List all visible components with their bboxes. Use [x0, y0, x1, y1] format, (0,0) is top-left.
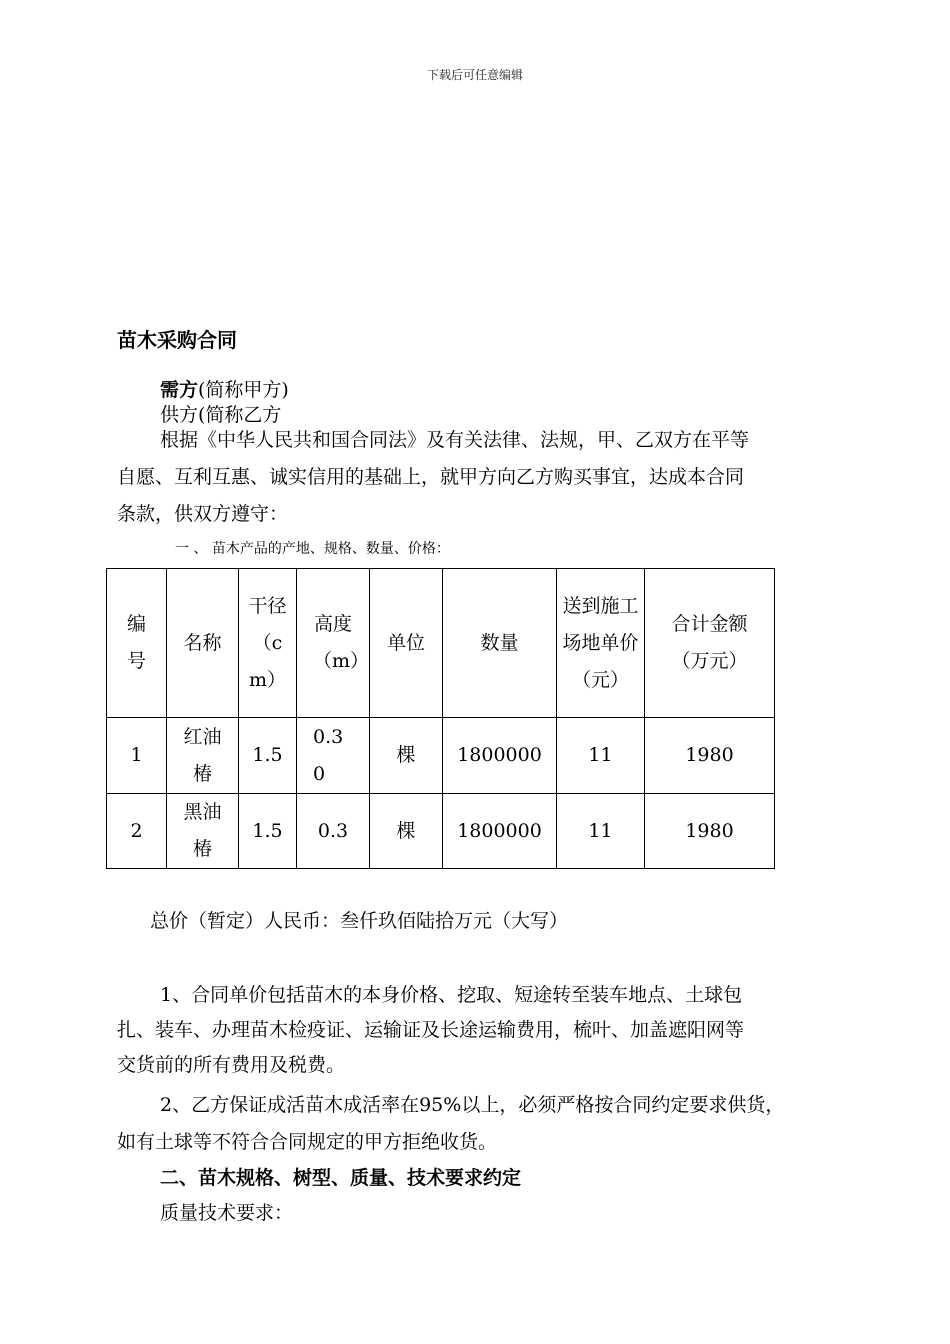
clause-2-line-2: 如有土球等不符合合同规定的甲方拒绝收货。 — [117, 1131, 498, 1153]
buyer-line — [160, 375, 289, 402]
table-header-row — [107, 569, 775, 718]
row2-id: 2 — [130, 819, 143, 842]
section-2-heading: 二、苗木规格、树型、质量、技术要求约定 — [160, 1167, 522, 1189]
intro-line-3: 条款，供双方遵守： — [117, 503, 289, 525]
header-height: 高度（m） — [313, 613, 370, 672]
row1-unit: 棵 — [396, 744, 416, 766]
clause-2-line-1: 2、乙方保证成活苗木成活率在95%以上，必须严格按合同约定要求供货， — [160, 1094, 785, 1116]
row2-total: 1980 — [685, 819, 734, 842]
row2-name: 黑油椿 — [183, 801, 222, 860]
row2-height: 0.3 — [317, 819, 349, 842]
buyer-note: (简称甲方) — [198, 379, 289, 401]
header-diameter: 干径（cm） — [248, 594, 287, 691]
page-header: 下载后可任意编辑 — [426, 68, 523, 82]
section-1-heading: 一 、 苗木产品的产地、规格、数量、价格： — [175, 541, 450, 557]
header-quantity: 数量 — [480, 631, 519, 654]
buyer-label: 需方 — [160, 379, 199, 401]
row2-unit: 棵 — [396, 819, 416, 842]
row1-diameter: 1.5 — [252, 744, 283, 766]
product-table — [106, 568, 775, 869]
clause-1-line-1: 1、合同单价包括苗木的本身价格、挖取、短途转至装车地点、土球包 — [160, 984, 743, 1006]
row2-diameter: 1.5 — [252, 819, 283, 842]
contract-title: 苗木采购合同 — [117, 328, 237, 352]
quality-requirements: 质量技术要求： — [160, 1202, 294, 1224]
row1-unit-price: 11 — [588, 744, 613, 766]
supplier-line: 供方(简称乙方 — [160, 404, 282, 426]
header-unit-price: 送到施工场地单价（元） — [562, 594, 639, 691]
row2-quantity: 1800000 — [457, 819, 542, 842]
intro-line-1: 根据《中华人民共和国合同法》及有关法律、法规，甲、乙双方在平等 — [160, 429, 750, 451]
header-total: 合计金额（万元） — [671, 613, 748, 672]
row1-id: 1 — [130, 744, 143, 766]
header-name: 名称 — [183, 631, 222, 654]
row2-unit-price: 11 — [588, 819, 613, 842]
header-id: 编号 — [126, 613, 146, 672]
row1-quantity: 1800000 — [457, 744, 542, 766]
table-row — [107, 794, 775, 869]
table-row — [107, 718, 775, 794]
clause-1-line-2: 扎、装车、办理苗木检疫证、运输证及长途运输费用，梳叶、加盖遮阳网等 — [117, 1019, 745, 1041]
header-unit: 单位 — [386, 631, 425, 654]
total-price: 总价（暂定）人民币：叁仟玖佰陆拾万元（大写） — [150, 910, 569, 932]
row1-name: 红油椿 — [183, 725, 222, 785]
row1-total: 1980 — [685, 744, 734, 766]
row1-height: 0.30 — [313, 725, 344, 785]
intro-line-2: 自愿、互利互惠、诚实信用的基础上，就甲方向乙方购买事宜，达成本合同 — [117, 466, 745, 488]
clause-1-line-3: 交货前的所有费用及税费。 — [117, 1054, 346, 1076]
